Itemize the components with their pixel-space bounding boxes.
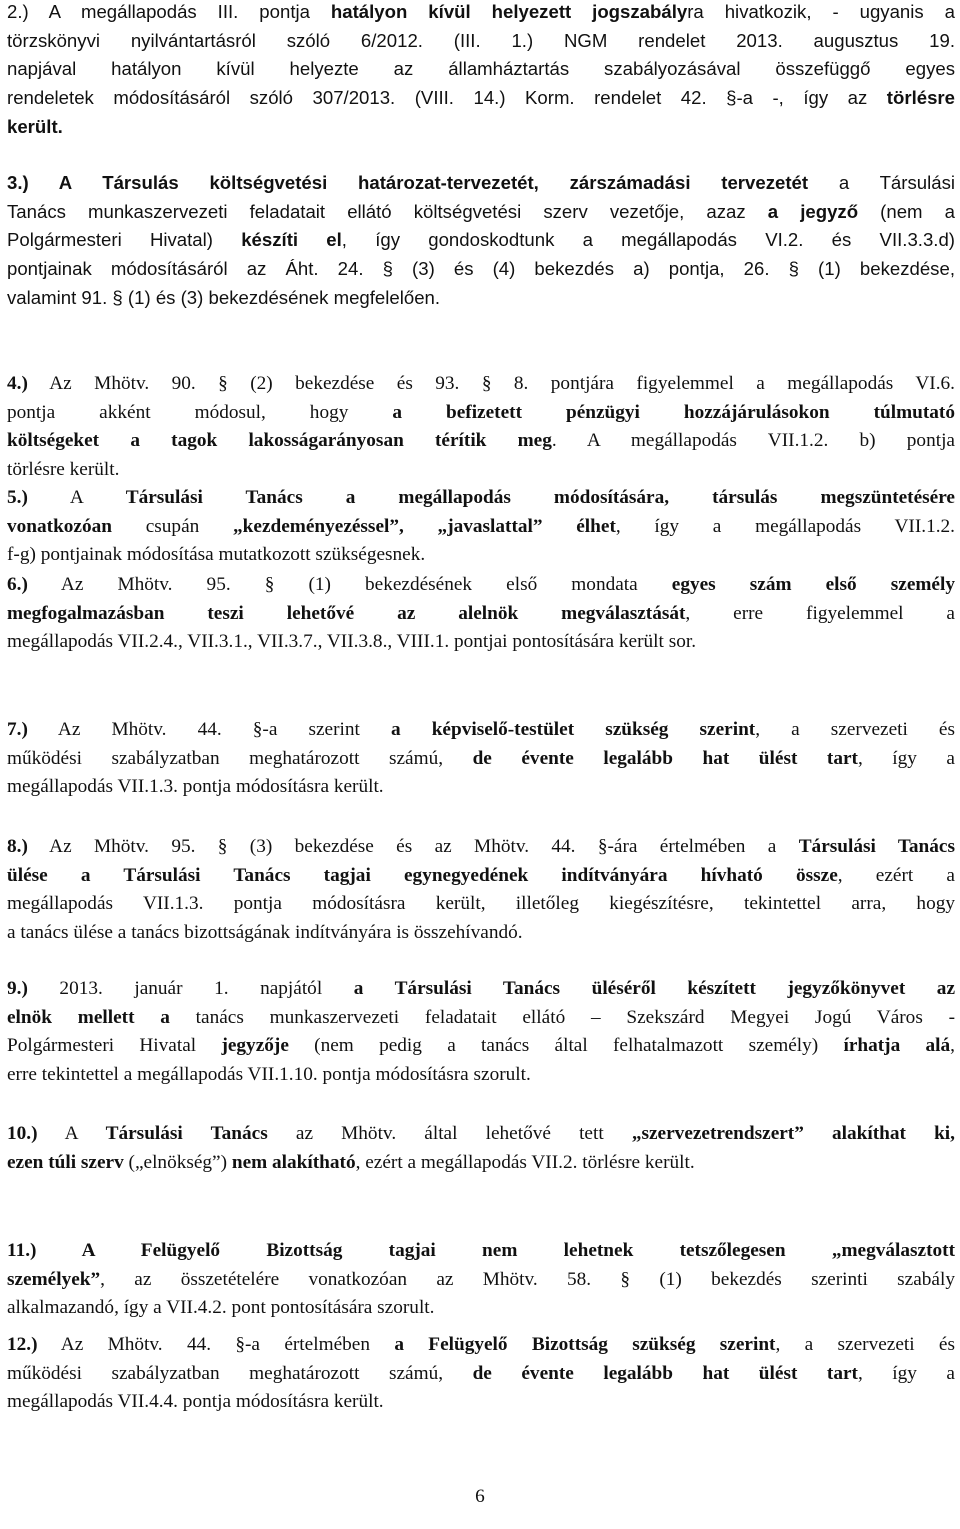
text-run: csupán bbox=[112, 515, 234, 537]
bold-text: nem alakítható bbox=[231, 1151, 356, 1173]
text-line bbox=[7, 975, 955, 1004]
paragraph-4 bbox=[7, 484, 955, 570]
paragraph-3 bbox=[7, 370, 955, 485]
bold-text: készíti el bbox=[241, 229, 342, 251]
text-run: a Társulási bbox=[808, 172, 955, 193]
text-run: (nem pedig a tanács által felhatalmazott személy) bbox=[288, 1035, 844, 1057]
bold-text: a Felügyelő Bizottság szükség szerint bbox=[394, 1334, 776, 1355]
text-run: megállapodás VII.1.3. pontja módosításra került, illetőleg kiegészítésre, tekintettel arra, hogy bbox=[7, 893, 955, 915]
text-line bbox=[7, 716, 955, 745]
paragraph-1 bbox=[7, 0, 955, 141]
text-run: Az Mhötv. 44. §-a szerint bbox=[27, 719, 391, 740]
text-run: megállapodás VII.4.4. pontja módosításra került. bbox=[7, 1391, 384, 1413]
text-run: a tanács ülése a tanács bizottságának indítványára is összehívandó. bbox=[7, 922, 523, 944]
text-line bbox=[7, 1294, 955, 1323]
text-run: ra hivatkozik, - ugyanis a bbox=[687, 1, 955, 22]
bold-text: 8.) bbox=[7, 836, 28, 857]
bold-text: ezen túli szerv bbox=[7, 1151, 124, 1173]
page-number: 6 bbox=[475, 1486, 485, 1507]
text-run: pontjainak módosításáról az Áht. 24. § (3) és (4) bekezdés a) pontja, 26. § (1) bekezdése, bbox=[7, 258, 955, 280]
text-line bbox=[7, 1360, 955, 1389]
bold-text: de évente legalább hat ülést tart bbox=[472, 747, 858, 769]
text-run: , ezért a bbox=[837, 864, 955, 886]
text-run: tanács munkaszervezeti feladatait ellátó – Szekszárd Megyei Jogú Város - bbox=[169, 1006, 955, 1028]
paragraph-8 bbox=[7, 975, 955, 1090]
bold-text: hatályon kívül helyezett jogszabály bbox=[330, 1, 688, 22]
text-line bbox=[7, 1004, 955, 1033]
text-line bbox=[7, 571, 955, 600]
bold-text: 5.) bbox=[7, 487, 28, 508]
bold-text: költségeket a tagok lakosságarányosan térítik meg bbox=[7, 430, 552, 452]
paragraph-9 bbox=[7, 1120, 955, 1177]
text-run: napjával hatályon kívül helyezte az államháztartás szabályozásával összefüggő egyes bbox=[7, 58, 955, 80]
text-run: 2.) A megállapodás III. pontja bbox=[7, 1, 331, 22]
paragraph-5 bbox=[7, 571, 955, 657]
bold-text: 7.) bbox=[7, 719, 28, 740]
bold-text: Társulási Tanács a megállapodás módosítására, társulás megszüntetésére bbox=[125, 487, 955, 508]
text-line bbox=[7, 541, 955, 570]
text-line bbox=[7, 55, 955, 84]
text-line bbox=[7, 1388, 955, 1417]
text-run: , így a bbox=[857, 1362, 955, 1384]
bold-text: a Társulási Tanács üléséről készített jegyzőkönyvet az bbox=[353, 978, 955, 999]
text-line bbox=[7, 113, 955, 142]
text-run: , bbox=[950, 1035, 955, 1057]
text-run: rendeletek módosításáról szóló 307/2013. (VIII. 14.) Korm. rendelet 42. §-a -, így az bbox=[7, 87, 887, 109]
text-line bbox=[7, 169, 955, 198]
text-run: A bbox=[37, 1123, 106, 1144]
bold-text: ülése a Társulási Tanács tagjai egynegyedének indítványára hívható össze bbox=[7, 864, 838, 886]
text-line bbox=[7, 1120, 955, 1149]
text-line bbox=[7, 833, 955, 862]
text-line bbox=[7, 1149, 955, 1178]
text-run: („elnökség”) bbox=[123, 1151, 232, 1173]
paragraph-7 bbox=[7, 833, 955, 948]
bold-text: de évente legalább hat ülést tart bbox=[472, 1362, 858, 1384]
text-run: Polgármesteri Hivatal) bbox=[7, 229, 242, 251]
text-line bbox=[7, 427, 955, 456]
bold-text: személyek” bbox=[7, 1268, 101, 1290]
bold-text: jegyzője bbox=[221, 1035, 289, 1057]
text-line bbox=[7, 628, 955, 657]
bold-text: törlésre bbox=[886, 87, 955, 109]
text-run: Polgármesteri Hivatal bbox=[7, 1035, 222, 1057]
text-run: , erre figyelemmel a bbox=[685, 602, 955, 624]
text-run: , ezért a megállapodás VII.2. törlésre került. bbox=[355, 1151, 695, 1173]
text-line bbox=[7, 513, 955, 542]
text-run: , a szervezeti és bbox=[775, 1334, 955, 1355]
paragraph-11 bbox=[7, 1331, 955, 1417]
text-run: megállapodás VII.2.4., VII.3.1., VII.3.7., VII.3.8., VIII.1. pontjai pontosítására került sor. bbox=[7, 631, 697, 653]
bold-text: vonatkozóan bbox=[7, 515, 112, 537]
bold-text: 3.) A Társulás költségvetési határozat-tervezetét, zárszámadási tervezetét bbox=[7, 172, 809, 193]
text-run: alkalmazandó, így a VII.4.2. pont pontosítására szorult. bbox=[7, 1297, 435, 1319]
text-run: , az összetételére vonatkozóan az Mhötv. 58. § (1) bekezdés szerinti szabály bbox=[100, 1268, 955, 1290]
text-line bbox=[7, 1061, 955, 1090]
text-run: , így gondoskodtunk a megállapodás VI.2. és VII.3.3.d) bbox=[341, 229, 955, 251]
text-line bbox=[7, 284, 955, 313]
bold-text: Társulási Tanács bbox=[105, 1123, 268, 1144]
text-line bbox=[7, 862, 955, 891]
bold-text: „kezdeményezéssel”, „javaslattal” élhet bbox=[233, 515, 616, 537]
bold-text: egyes szám első személy bbox=[671, 574, 955, 595]
bold-text: Társulási Tanács bbox=[798, 836, 955, 857]
bold-text: megfogalmazásban teszi lehetővé az alelnök megválasztását bbox=[7, 602, 686, 624]
paragraph-6 bbox=[7, 716, 955, 802]
text-line bbox=[7, 226, 955, 255]
text-run: törzskönyvi nyilvántartásról szóló 6/2012. (III. 1.) NGM rendelet 2013. augusztus 19. bbox=[7, 29, 955, 51]
text-line bbox=[7, 600, 955, 629]
bold-text: a jegyző bbox=[767, 200, 859, 222]
text-run: az Mhötv. által lehetővé tett bbox=[267, 1123, 632, 1144]
text-run: működési szabályzatban meghatározott számú, bbox=[7, 747, 473, 769]
text-run: , a szervezeti és bbox=[755, 719, 955, 740]
text-run: Az Mhötv. 95. § (1) bekezdésének első mondata bbox=[27, 574, 672, 595]
text-line bbox=[7, 484, 955, 513]
bold-text: került. bbox=[7, 115, 63, 137]
bold-text: 10.) bbox=[7, 1123, 38, 1144]
text-run: pontja akként módosul, hogy bbox=[7, 401, 393, 423]
bold-text: a befizetett pénzügyi hozzájárulásokon túlmutató bbox=[392, 401, 955, 423]
text-line bbox=[7, 919, 955, 948]
bold-text: „szervezetrendszert” alakíthat ki, bbox=[631, 1123, 955, 1144]
bold-text: írhatja alá bbox=[843, 1035, 951, 1057]
text-run: 2013. január 1. napjától bbox=[27, 978, 354, 999]
bold-text: 11.) A Felügyelő Bizottság tagjai nem lehetnek tetszőlegesen „megválasztott bbox=[7, 1240, 955, 1261]
text-run: valamint 91. § (1) és (3) bekezdésének megfelelően. bbox=[7, 286, 441, 308]
text-line bbox=[7, 27, 955, 56]
text-line bbox=[7, 1237, 955, 1266]
text-line bbox=[7, 0, 955, 27]
bold-text: 9.) bbox=[7, 978, 28, 999]
text-line bbox=[7, 198, 955, 227]
text-run: f-g) pontjainak módosítása mutatkozott szükségesnek. bbox=[7, 544, 426, 566]
text-run: Az Mhötv. 95. § (3) bekezdése és az Mhötv. 44. §-ára értelmében a bbox=[27, 836, 799, 857]
text-run: Az Mhötv. 90. § (2) bekezdése és 93. § 8. pontjára figyelemmel a megállapodás VI.6. bbox=[27, 373, 955, 394]
text-run: A bbox=[27, 487, 126, 508]
text-run: működési szabályzatban meghatározott számú, bbox=[7, 1362, 473, 1384]
bold-text: 4.) bbox=[7, 373, 28, 394]
text-line bbox=[7, 1331, 955, 1360]
text-line bbox=[7, 84, 955, 113]
text-line bbox=[7, 255, 955, 284]
text-run: erre tekintettel a megállapodás VII.1.10. pontja módosításra szorult. bbox=[7, 1064, 531, 1086]
text-run: . A megállapodás VII.1.2. b) pontja bbox=[551, 430, 955, 452]
text-line bbox=[7, 456, 955, 485]
text-line bbox=[7, 773, 955, 802]
bold-text: 6.) bbox=[7, 574, 28, 595]
text-run: (nem a bbox=[858, 200, 955, 222]
text-run: Az Mhötv. 44. §-a értelmében bbox=[37, 1334, 395, 1355]
text-line bbox=[7, 370, 955, 399]
text-run: megállapodás VII.1.3. pontja módosításra került. bbox=[7, 776, 384, 798]
paragraph-2 bbox=[7, 169, 955, 312]
bold-text: 12.) bbox=[7, 1334, 38, 1355]
text-run: Tanács munkaszervezeti feladatait ellátó költségvetési szerv vezetője, azaz bbox=[7, 200, 768, 222]
text-line bbox=[7, 890, 955, 919]
text-line bbox=[7, 1266, 955, 1295]
bold-text: elnök mellett a bbox=[7, 1006, 170, 1028]
bold-text: a képviselő-testület szükség szerint bbox=[390, 719, 756, 740]
text-line bbox=[7, 1032, 955, 1061]
text-run: , így a bbox=[857, 747, 955, 769]
text-run: , így a megállapodás VII.1.2. bbox=[615, 515, 955, 537]
text-run: törlésre került. bbox=[7, 459, 120, 481]
text-line bbox=[7, 745, 955, 774]
paragraph-10 bbox=[7, 1237, 955, 1323]
text-line bbox=[7, 399, 955, 428]
